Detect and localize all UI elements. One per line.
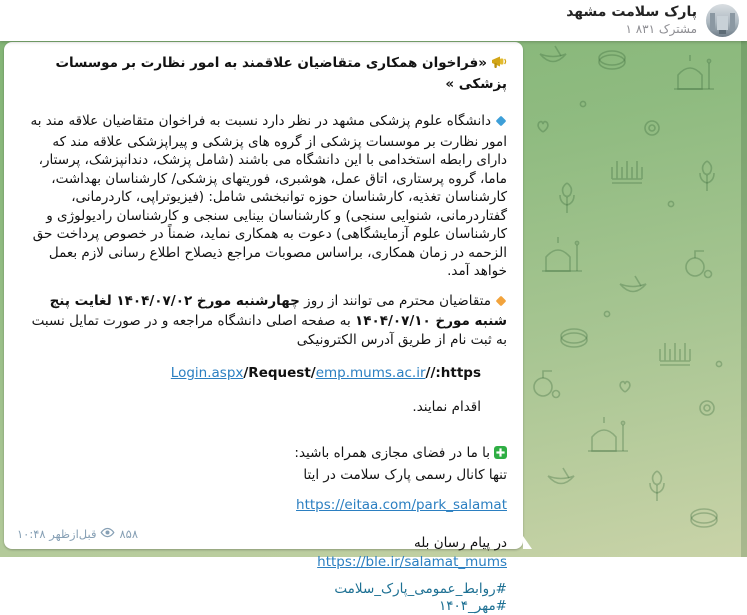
subscriber-count: ۱ ۸۳۱ مشترک — [625, 21, 697, 36]
channel-avatar[interactable] — [706, 4, 739, 37]
blue-diamond-icon — [495, 114, 507, 133]
social-intro-text: با ما در فضای مجازی همراه باشید: — [294, 445, 490, 461]
message-title — [20, 54, 507, 93]
green-plus-icon — [494, 445, 507, 465]
message-paragraph-1 — [20, 112, 507, 281]
channel-header[interactable] — [0, 0, 747, 41]
eitaa-channel-link[interactable]: https://eitaa.com/park_salamat — [296, 497, 507, 513]
message-title-text: «فراخوان همکاری متقاضیان علاقمند به امور نظارت بر موسسات پزشکی » — [55, 55, 507, 92]
eitaa-link-line — [20, 496, 507, 515]
registration-url-text-2: //:https — [425, 365, 481, 381]
registration-link-part-2[interactable]: emp.mums.ac.ir — [315, 365, 426, 381]
bale-link-line — [20, 553, 507, 572]
message-paragraph-2 — [20, 292, 507, 350]
social-intro-line — [20, 443, 507, 465]
eye-icon — [100, 525, 115, 544]
registration-url-line — [20, 364, 507, 383]
orange-diamond-icon — [495, 294, 507, 313]
registration-url-text-1: /Request/ — [243, 365, 316, 381]
bale-channel-link[interactable]: https://ble.ir/salamat_mums — [317, 554, 507, 570]
paragraph-2-dates: چهارشنبه مورخ ۱۴۰۴/۰۷/۰۲ لغایت پنج شنبه مورخ ۱۴۰۴/۰۷/۱۰ — [49, 292, 507, 329]
hashtag-month[interactable]: #مهر_۱۴۰۴ — [439, 598, 507, 614]
chat-scrollbar[interactable] — [741, 41, 747, 557]
megaphone-icon — [491, 56, 507, 75]
bubble-tail — [523, 536, 532, 549]
paragraph-2-start: متقاضیان محترم می توانند از روز — [299, 292, 491, 309]
registration-link-part-1[interactable]: Login.aspx — [170, 365, 244, 381]
official-channel-line: تنها کانال رسمی پارک سلامت در ایتا — [303, 467, 507, 483]
message-time: ۱۰:۴۸ قبل‌ازظهر — [17, 526, 97, 541]
message-meta — [17, 525, 138, 544]
bale-intro-line: در پیام رسان بله — [413, 535, 507, 551]
paragraph-2-end: به صفحه اصلی دانشگاه مراجعه و در صورت تمایل نسبت به ثبت نام از طریق آدرس الکترونیکی — [31, 313, 507, 348]
channel-info — [566, 4, 697, 37]
channel-message-bubble — [4, 42, 523, 614]
view-count: ۸۵۸ — [119, 526, 139, 541]
paragraph-1-text: دانشگاه علوم پزشکی مشهد در نظر دارد نسبت به فراخوان متقاضیان علاقه مند به امور نظارت بر موسسات پزشکی از گروه های پزشکی و پیراپزشکی علاقه مند که دارای رابطه استخدامی با این دانشگاه می باشند (شامل پزشک، دندانپزشک، پرستار، ماما، گروه پرستاری، اتاق عمل، هوشبری، فوریتهای پزشکی/ کارشناسان بهداشت، کارشناسان تغذیه، کارشناسان حوزه توانبخشی شامل: (فیزیوتراپی، کاردرمانی، گفتاردرمانی، شنوایی سنجی) و کارشناسان بینایی سنجی و کارشناسان رادیولوژی و کارشناسان علوم آزمایشگاهی) دعوت به همکاری نماید، ضمناً در خصوص پرداخت حق الزحمه در زمان همکاری، براساس مصوبات مراجع ذیصلاح اطلاع رسانی لازم بعمل خواهد آمد. — [30, 113, 507, 279]
channel-name: پارک سلامت مشهد — [566, 4, 697, 21]
action-line: اقدام نمایند. — [412, 398, 481, 415]
avatar-photo — [706, 4, 739, 37]
hashtag-public-relations[interactable]: #روابط_عمومی_پارک_سلامت — [334, 581, 507, 597]
